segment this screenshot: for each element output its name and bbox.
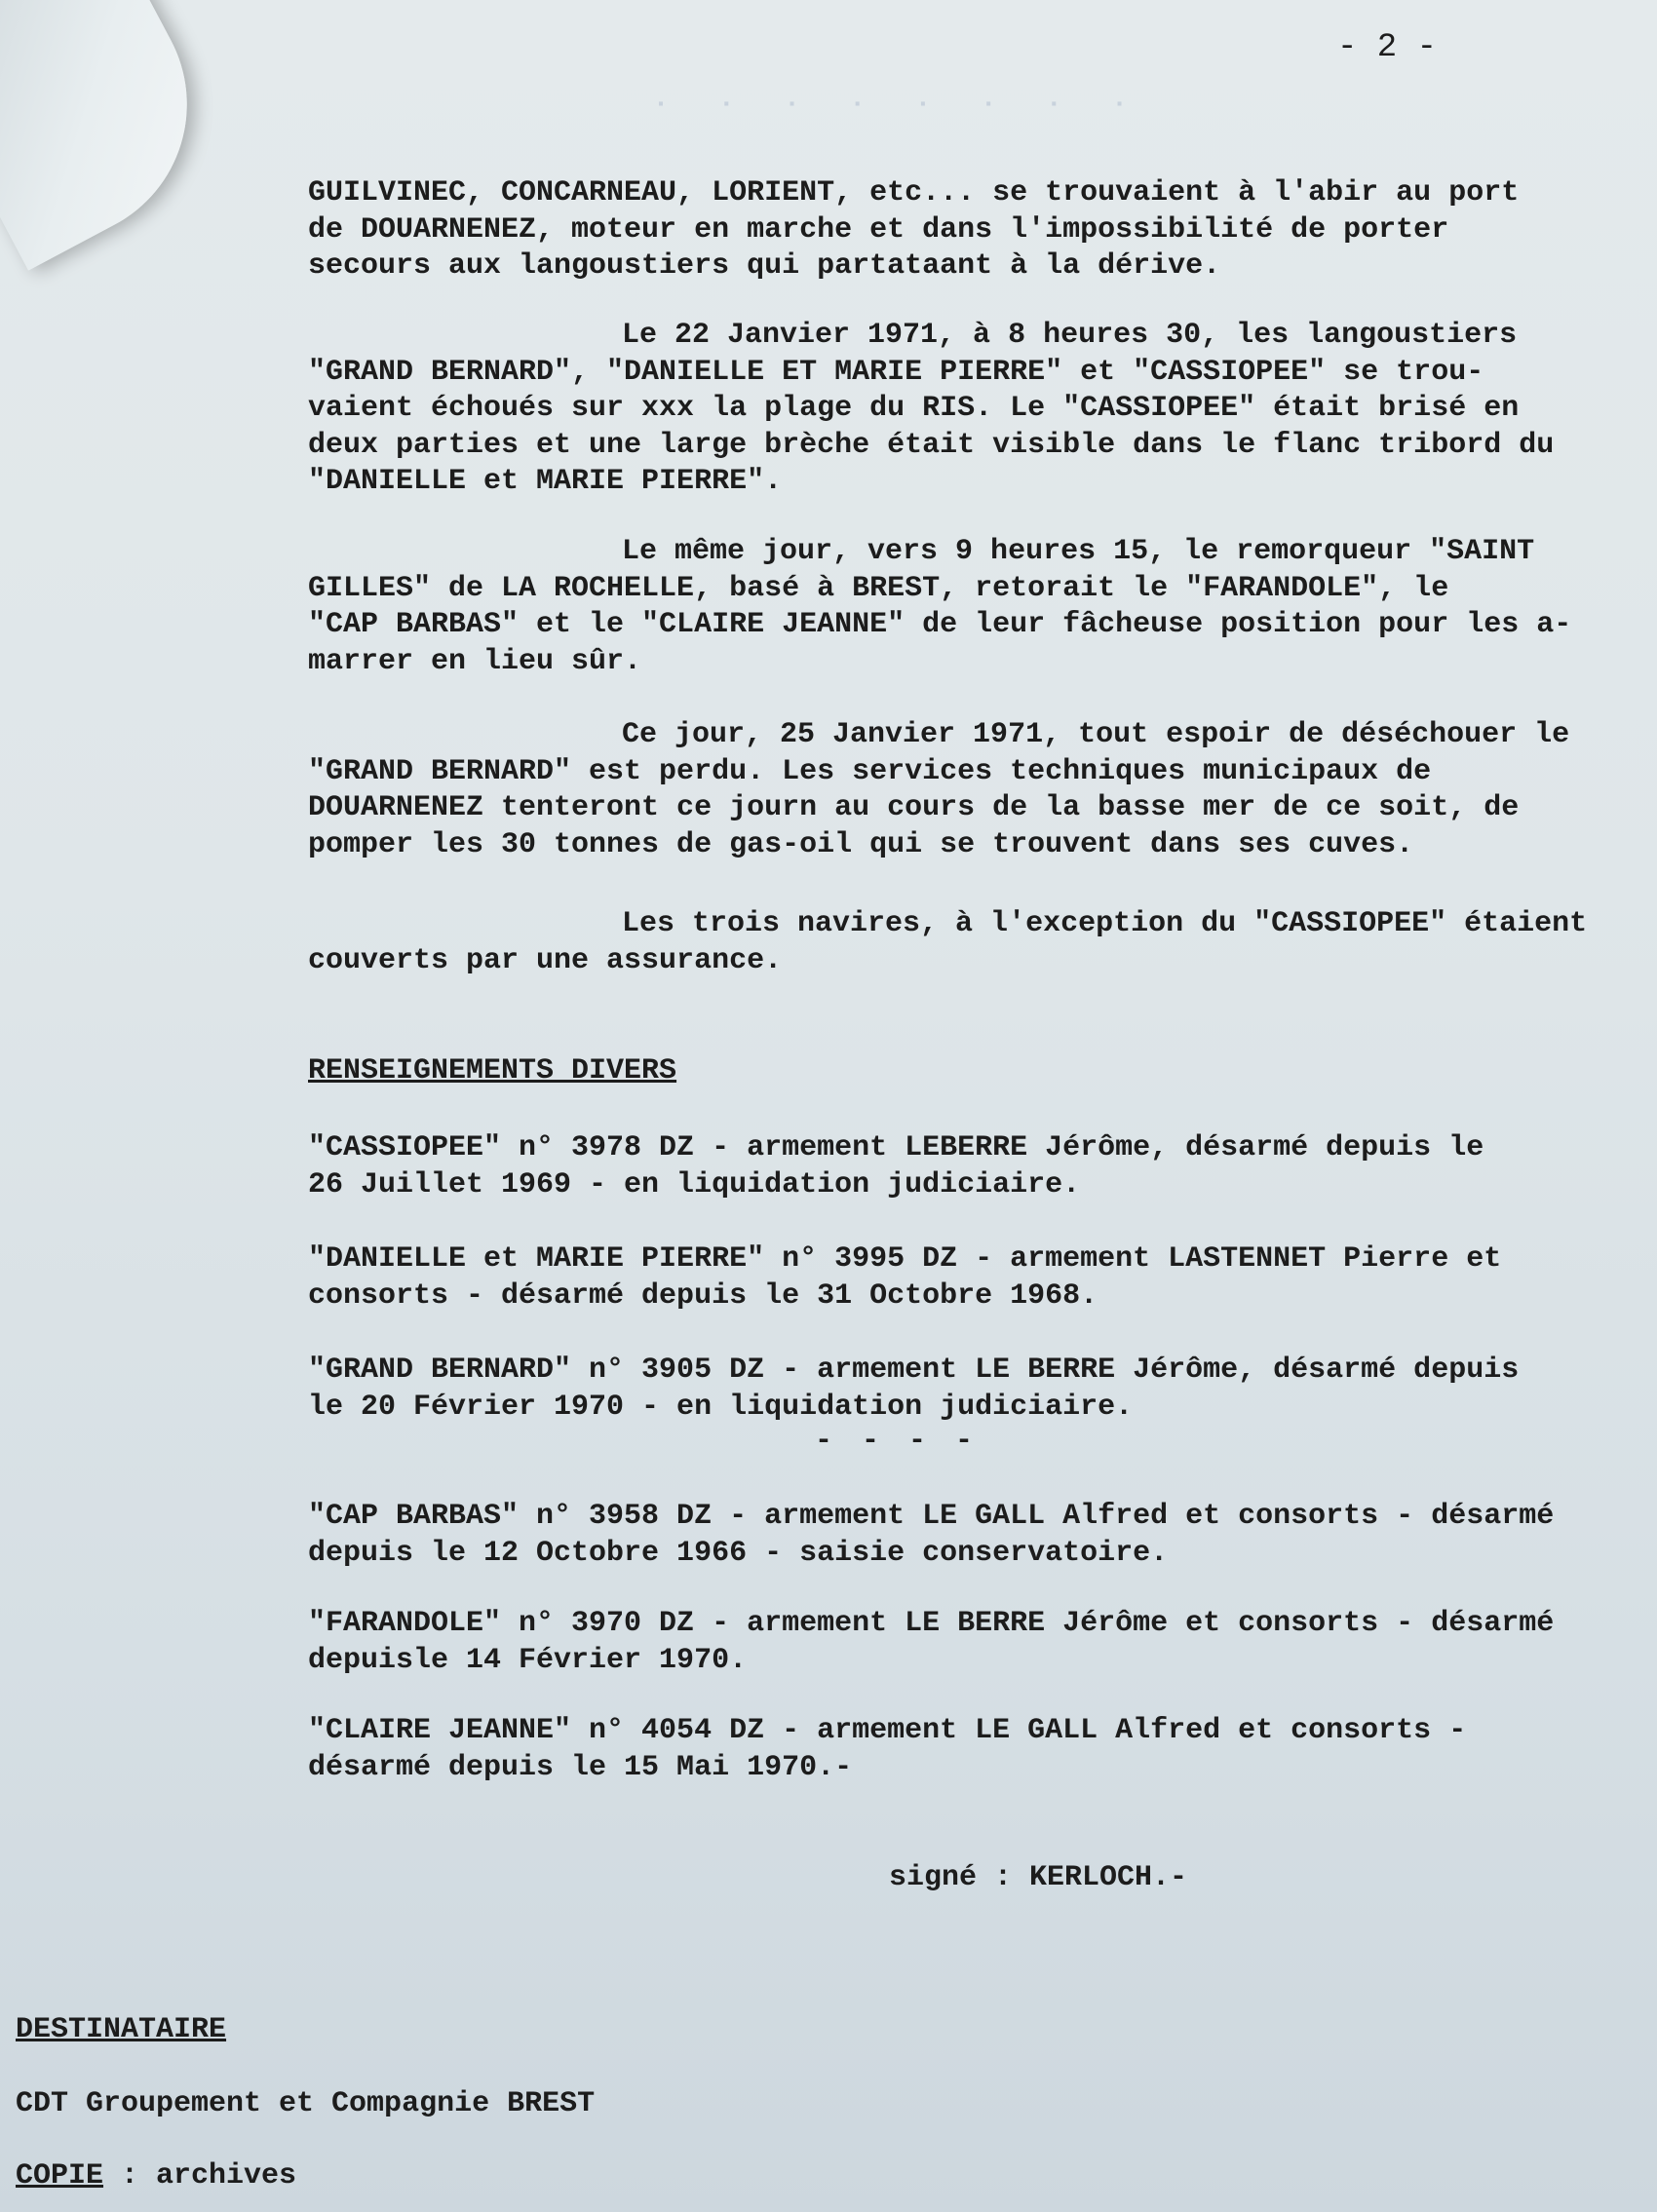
- copy-label: COPIE: [16, 2159, 104, 2193]
- paragraph-line: de DOUARNENEZ, moteur en marche et dans l'impossibilité de porter: [308, 212, 1449, 247]
- paragraph-line: pomper les 30 tonnes de gas-oil qui se trouvent dans ses cuves.: [308, 827, 1414, 861]
- entry-line: depuisle 14 Février 1970.: [308, 1643, 748, 1677]
- entry-line: "CLAIRE JEANNE" n° 4054 DZ - armement LE GALL Alfred et consorts -: [308, 1714, 1467, 1747]
- separator: - - - -: [815, 1425, 980, 1458]
- page-number: - 2 -: [1337, 29, 1438, 66]
- copy-line: [16, 2159, 296, 2193]
- recipient: CDT Groupement et Compagnie BREST: [16, 2087, 596, 2120]
- entry-line: depuis le 12 Octobre 1966 - saisie conservatoire.: [308, 1536, 1169, 1570]
- paragraph-5: [308, 906, 1643, 979]
- paragraph-1: [308, 175, 1643, 286]
- paragraph-line: secours aux langoustiers qui partataant à la dérive.: [308, 249, 1221, 283]
- paragraph-line: vaient échoués sur xxx la plage du RIS. Le "CASSIOPEE" était brisé en: [308, 392, 1520, 425]
- paragraph-line: "DANIELLE et MARIE PIERRE".: [308, 465, 783, 498]
- entry-line: "GRAND BERNARD" n° 3905 DZ - armement LE BERRE Jérôme, désarmé depuis: [308, 1354, 1520, 1387]
- entry-line: "FARANDOLE" n° 3970 DZ - armement LE BERRE Jérôme et consorts - désarmé: [308, 1607, 1555, 1640]
- copy-text: : archives: [103, 2159, 297, 2193]
- entry-line: 26 Juillet 1969 - en liquidation judiciaire.: [308, 1167, 1081, 1201]
- entry-line: "DANIELLE et MARIE PIERRE" n° 3995 DZ - armement LASTENNET Pierre et: [308, 1242, 1502, 1276]
- entry-line: "CAP BARBAS" n° 3958 DZ - armement LE GALL Alfred et consorts - désarmé: [308, 1500, 1555, 1533]
- vessel-entry: [308, 1606, 1643, 1679]
- paragraph-2: [308, 318, 1643, 501]
- paragraph-line: Les trois navires, à l'exception du "CASSIOPEE" étaient: [622, 907, 1588, 940]
- signature: signé : KERLOCH.-: [889, 1861, 1188, 1894]
- vessel-entry: [308, 1241, 1643, 1315]
- paragraph-line: "GRAND BERNARD", "DANIELLE ET MARIE PIERRE" et "CASSIOPEE" se trou-: [308, 355, 1484, 389]
- paragraph-line: deux parties et une large brèche était visible dans le flanc tribord du: [308, 428, 1555, 462]
- vessel-entry: [308, 1713, 1643, 1786]
- paragraph-line: "GRAND BERNARD" est perdu. Les services techniques municipaux de: [308, 754, 1432, 788]
- paragraph-4: [308, 717, 1643, 863]
- show-through-text: · · · · · · · ·: [292, 90, 1128, 120]
- vessel-entry: [308, 1499, 1643, 1572]
- paragraph-line: Ce jour, 25 Janvier 1971, tout espoir de déséchouer le: [622, 718, 1570, 751]
- paragraph-line: GILLES" de LA ROCHELLE, basé à BREST, retorait le "FARANDOLE", le: [308, 571, 1449, 605]
- entry-line: désarmé depuis le 15 Mai 1970.-: [308, 1750, 853, 1784]
- paragraph-line: couverts par une assurance.: [308, 943, 783, 977]
- recipient-heading: DESTINATAIRE: [16, 2013, 227, 2046]
- vessel-entry: [308, 1130, 1643, 1203]
- paragraph-line: GUILVINEC, CONCARNEAU, LORIENT, etc... se trouvaient à l'abir au port: [308, 176, 1520, 210]
- paragraph-line: DOUARNENEZ tenteront ce journ au cours de la basse mer de ce soit, de: [308, 791, 1520, 824]
- entry-line: "CASSIOPEE" n° 3978 DZ - armement LEBERRE Jérôme, désarmé depuis le: [308, 1131, 1484, 1164]
- paragraph-line: "CAP BARBAS" et le "CLAIRE JEANNE" de leur fâcheuse position pour les a-: [308, 608, 1572, 641]
- entry-line: le 20 Février 1970 - en liquidation judiciaire.: [308, 1390, 1134, 1424]
- entry-line: consorts - désarmé depuis le 31 Octobre 1968.: [308, 1278, 1098, 1313]
- paragraph-3: [308, 534, 1643, 680]
- section-heading: RENSEIGNEMENTS DIVERS: [308, 1054, 677, 1087]
- folded-page-corner: [0, 0, 235, 271]
- paragraph-line: Le 22 Janvier 1971, à 8 heures 30, les langoustiers: [622, 319, 1518, 352]
- vessel-entry: [308, 1353, 1643, 1426]
- paragraph-line: marrer en lieu sûr.: [308, 644, 642, 678]
- paragraph-line: Le même jour, vers 9 heures 15, le remorqueur "SAINT: [622, 535, 1535, 568]
